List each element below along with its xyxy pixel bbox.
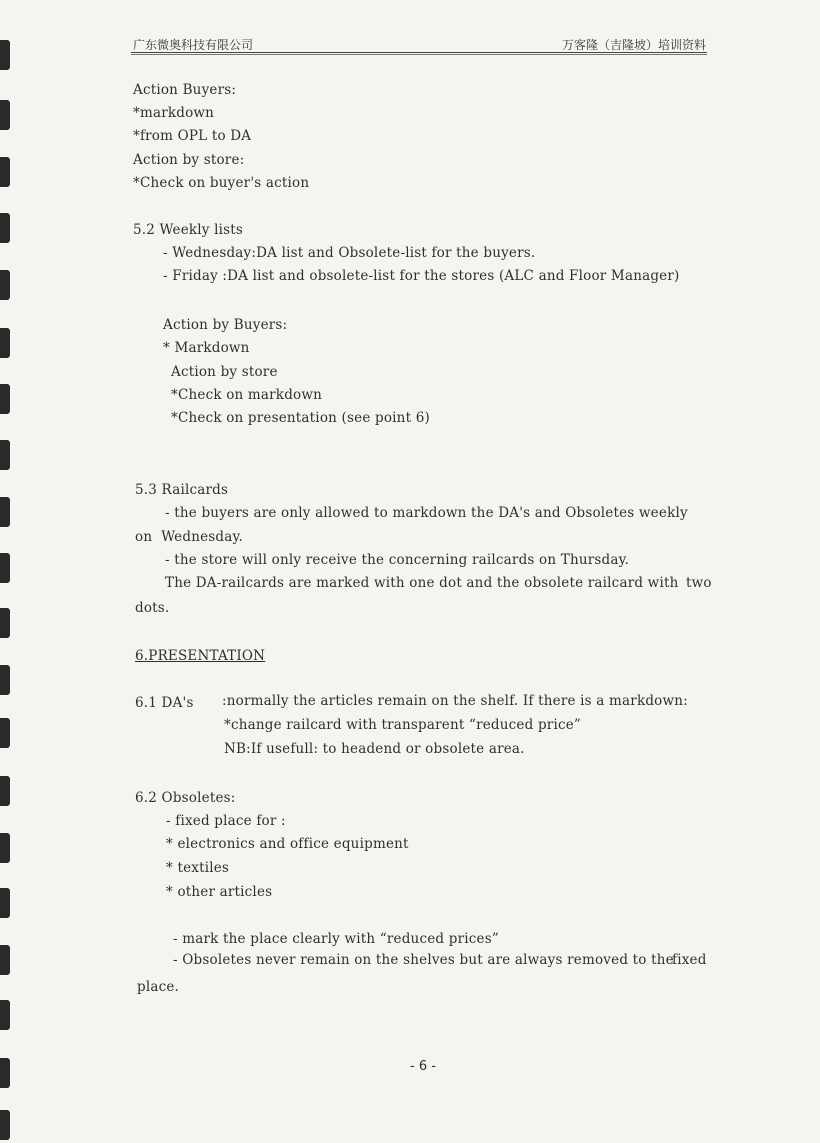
body-line: - fixed place for :	[166, 813, 286, 829]
header-rule	[131, 52, 707, 53]
page-number: - 6 -	[410, 1059, 436, 1074]
header-rule-secondary	[131, 54, 707, 55]
body-line: The DA-railcards are marked with one dot and the obsolete railcard with	[165, 575, 679, 591]
body-line: * Markdown	[163, 340, 250, 356]
body-line: fixed	[672, 952, 707, 968]
body-line: - Wednesday:DA list and Obsolete-list for the buyers.	[163, 245, 536, 261]
header-company-name: 广东微奥科技有限公司	[133, 38, 254, 52]
section-heading: 5.2 Weekly lists	[133, 222, 244, 238]
body-line: - the store will only receive the concerning railcards on Thursday.	[165, 552, 630, 568]
body-line: * electronics and office equipment	[166, 836, 409, 852]
section-heading: 6.1 DA's	[135, 695, 194, 711]
body-line: *markdown	[133, 105, 215, 121]
body-line: Action by Buyers:	[163, 317, 288, 333]
body-line: two	[686, 575, 712, 591]
body-line: Action by store:	[133, 152, 245, 168]
body-line: place.	[137, 979, 180, 995]
body-line: dots.	[135, 600, 170, 616]
body-line: Action Buyers:	[133, 82, 237, 98]
section-heading: 5.3 Railcards	[135, 482, 229, 498]
body-line: - mark the place clearly with “reduced prices”	[173, 931, 499, 947]
body-line: *Check on buyer's action	[133, 175, 310, 191]
body-line: *from OPL to DA	[133, 128, 252, 144]
body-line: *Check on presentation (see point 6)	[171, 410, 430, 426]
body-line: Action by store	[171, 364, 278, 380]
body-line: * textiles	[166, 860, 230, 876]
body-line: - the buyers are only allowed to markdown the DA's and Obsoletes weekly	[165, 505, 688, 521]
body-line: NB:If usefull: to headend or obsolete area.	[224, 741, 525, 757]
body-line: - Obsoletes never remain on the shelves but are always removed to the	[173, 952, 674, 968]
header-document-title: 万客隆（吉隆坡）培训资料	[561, 38, 706, 52]
section-heading: 6.PRESENTATION	[135, 648, 266, 664]
body-line: - Friday :DA list and obsolete-list for the stores (ALC and Floor Manager)	[163, 268, 680, 284]
section-heading: 6.2 Obsoletes:	[135, 790, 236, 806]
body-line: *change railcard with transparent “reduced price”	[224, 717, 582, 733]
body-line: *Check on markdown	[171, 387, 323, 403]
body-line: * other articles	[166, 884, 273, 900]
binder-edge	[0, 0, 14, 1143]
body-line: on Wednesday.	[135, 529, 244, 545]
body-line: :normally the articles remain on the shelf. If there is a markdown:	[222, 693, 688, 709]
